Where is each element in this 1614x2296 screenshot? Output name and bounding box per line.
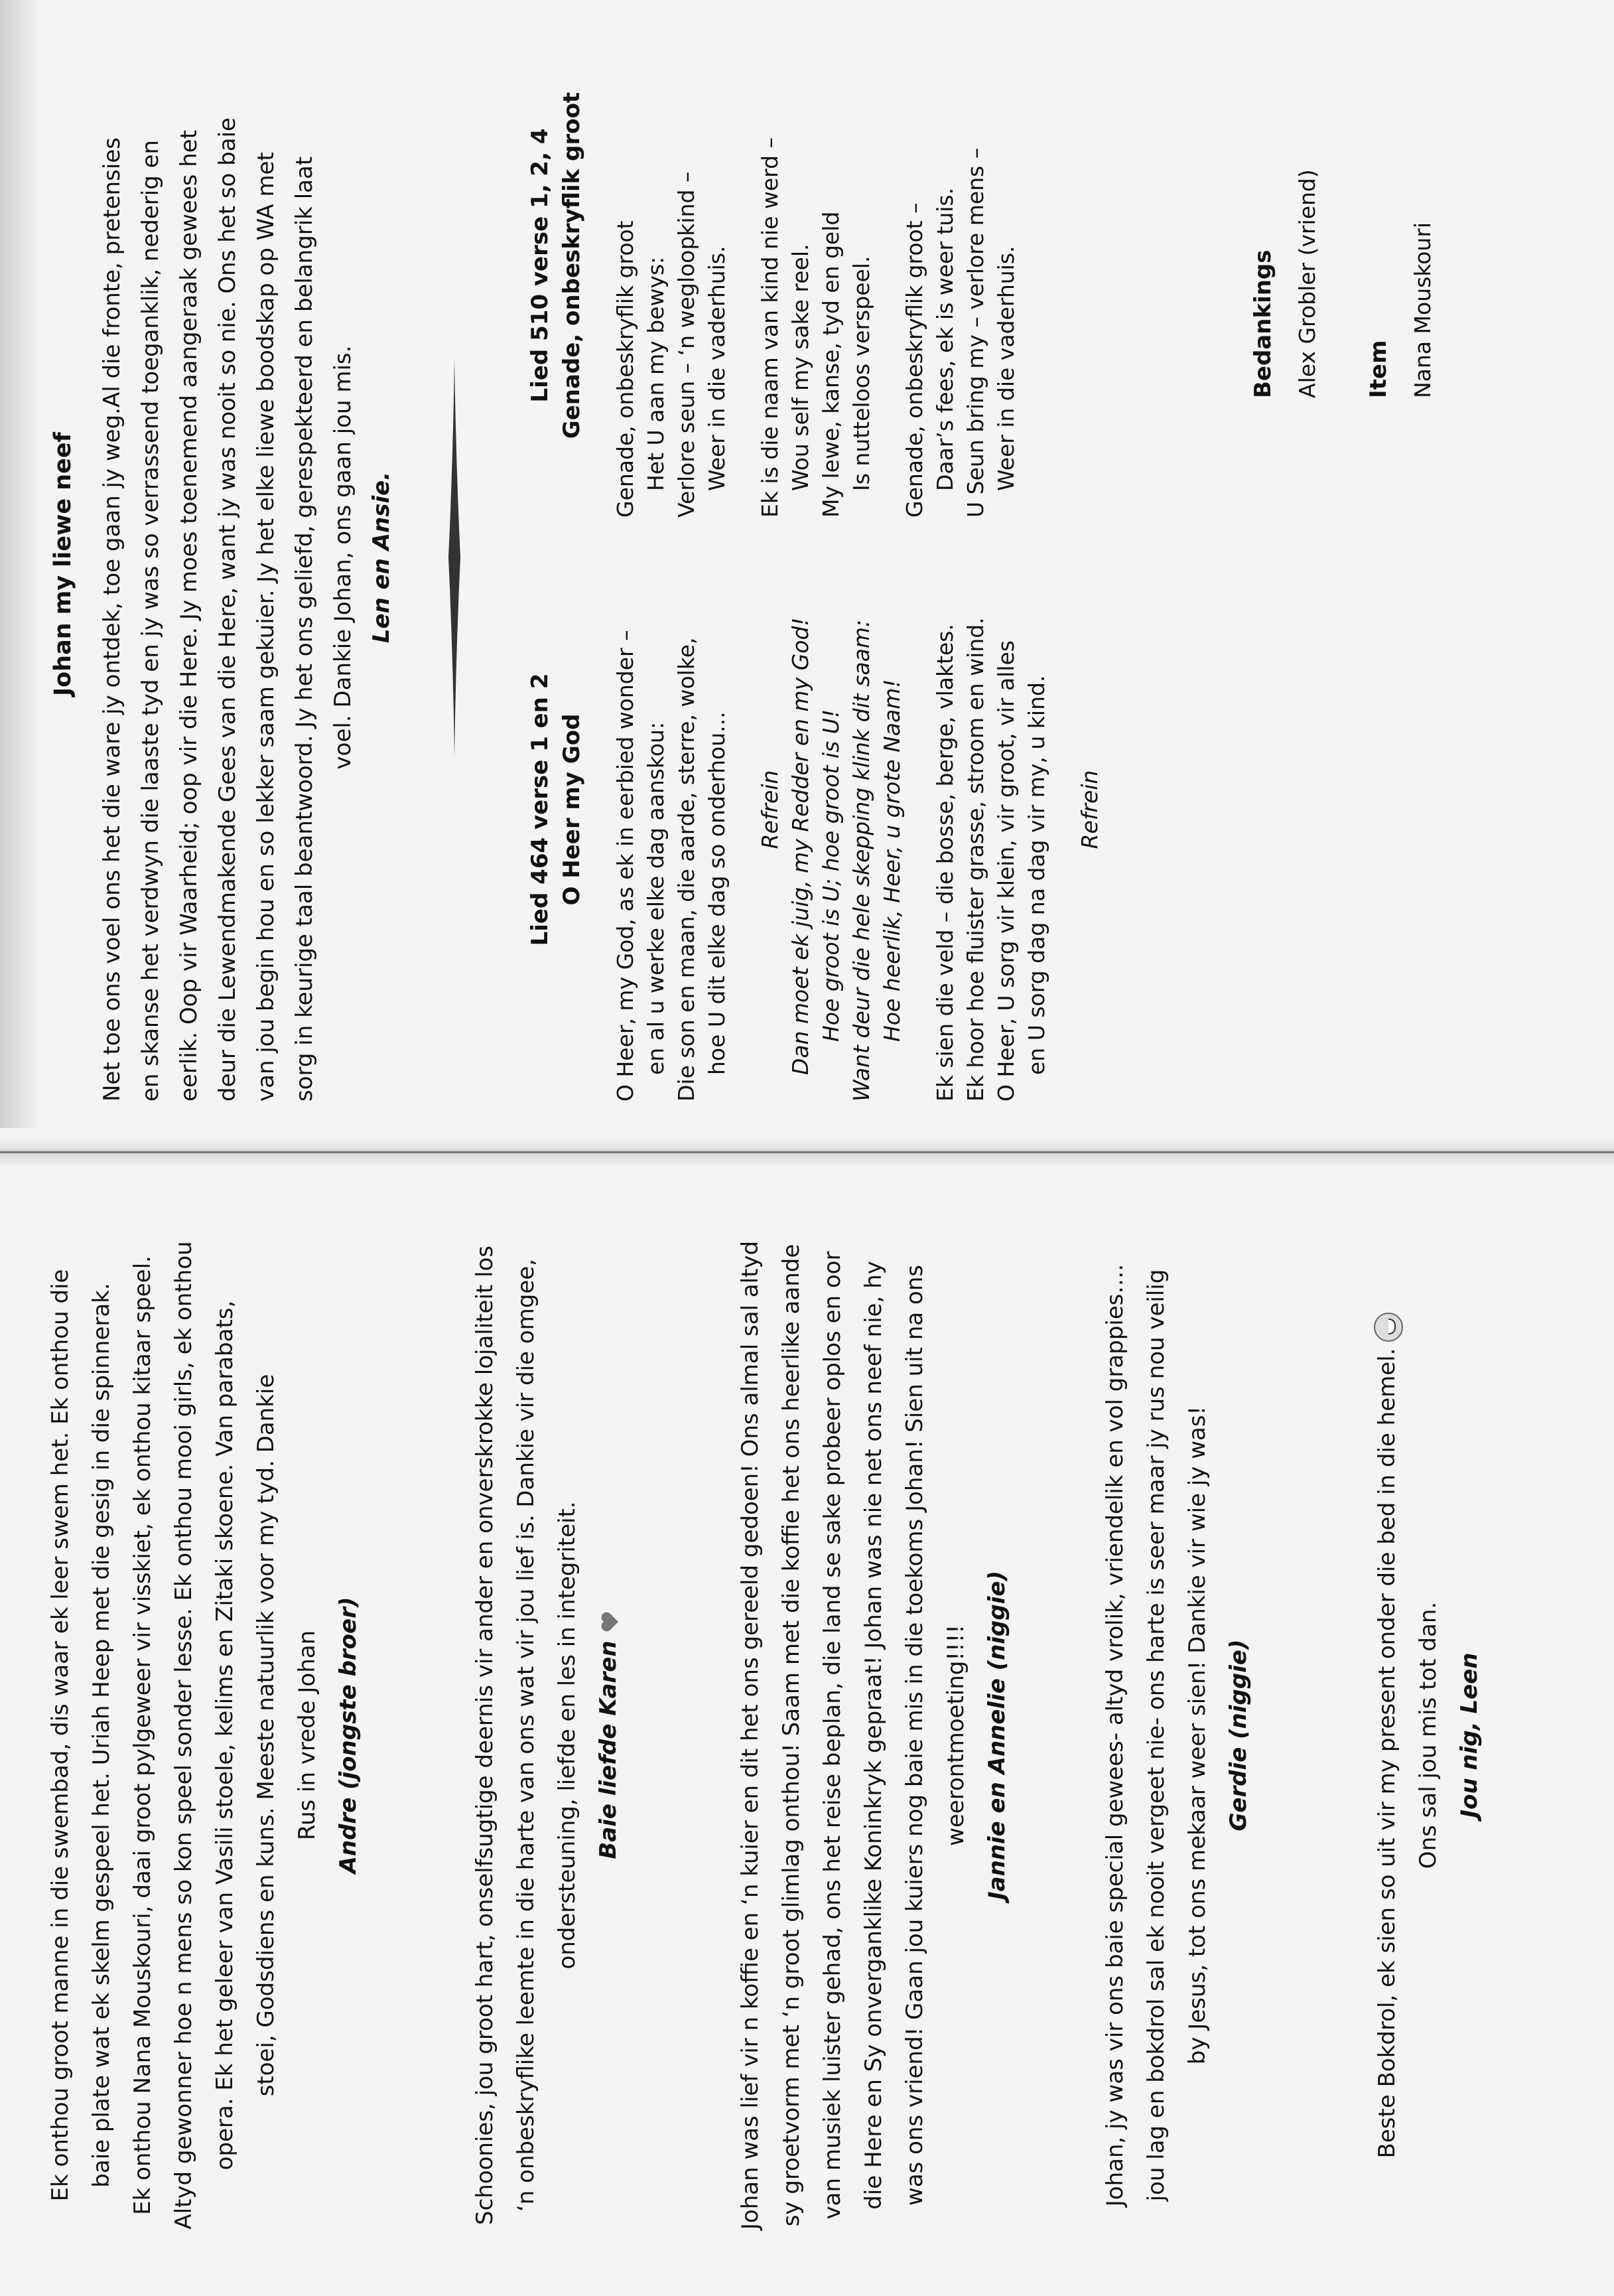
tribute-signature: Baie liefde Karen — [595, 1640, 622, 1859]
tribute-line: van jou begin hou en so lekker saam gekuier. Jy het elke liewe boodskap op WA met — [253, 152, 279, 1102]
hymn-title: Lied 464 verse 1 en 2 — [527, 673, 553, 946]
hymn-464 — [524, 518, 1105, 1102]
len-ansie-tribute — [93, 13, 401, 1102]
leen-tribute — [1367, 1175, 1490, 2296]
right-title: Johan my liewe neef — [50, 432, 76, 696]
tribute-line: ‘n onbeskryflike leemte in die harte van ons wat vir jou lief is. Dankie vir die omgee, — [513, 1259, 539, 2212]
heart-icon — [600, 1611, 620, 1632]
andre-tribute — [40, 1175, 369, 2296]
grin-emoji-icon — [1374, 1313, 1403, 1342]
tribute-line: Ek onthou Nana Mouskouri, daai groot pylgeweer vir visskiet, ek onthou kitaar speel. — [129, 1256, 156, 2215]
jannie-annelie-tribute — [730, 1175, 1018, 2296]
verse-line: Ek sien die veld – die bosse, berge, vlaktes. — [932, 624, 958, 1102]
tribute-line: was ons vriend! Gaan jou kuiers nog baie mis in die toekoms Johan! Sien uit na ons — [902, 1265, 928, 2206]
flourish-divider — [444, 358, 464, 756]
tribute-line: Beste Bokdrol, ek sien so uit vir my present onder die bed in die hemel. — [1374, 1348, 1400, 2159]
scan-shadow — [0, 0, 40, 1128]
refrain-label: Refrein — [757, 770, 783, 849]
tribute-line: Johan, jy was vir ons baie special gewees- altyd vrolik, vriendelik en vol grappies…. — [1102, 1263, 1128, 2207]
hymn-verse-2 — [755, 13, 877, 518]
karen-tribute — [464, 1175, 629, 2296]
hymn-subtitle: O Heer my God — [559, 713, 585, 906]
item-title: Item — [1365, 340, 1392, 398]
hymn-subtitle: Genade, onbeskryflik groot — [559, 92, 585, 439]
tribute-signature: Len en Ansie. — [368, 471, 395, 644]
verse-line: U Seun bring my – verlore mens – — [963, 147, 988, 518]
hymn-title: Lied 510 verse 1, 2, 4 — [527, 128, 553, 403]
tribute-line: deur die Lewendmakende Gees van die Here, want jy was nooit so nie. Ons het so baie — [214, 117, 241, 1102]
tribute-signature: Andre (jongste broer) — [335, 1597, 362, 1874]
hymn-verse-3 — [900, 13, 1022, 518]
thanks-text: Alex Grobler (vriend) — [1294, 169, 1320, 398]
fold-line — [0, 1151, 1614, 1153]
verse-line: en al u werke elke dag aanskou: — [643, 721, 669, 1075]
verse-line: Genade, onbeskryflik groot – — [902, 202, 927, 518]
tribute-signature: Jou nig, Leen — [1456, 1652, 1483, 1818]
tribute-line: ondersteuning, liefde en les in integriteit. — [554, 1501, 580, 1970]
refrain-line: Hoe heerlik, Heer, u grote Naam! — [879, 679, 905, 1042]
refrain-line: Dan moet ek juig, my Redder en my God! — [787, 617, 813, 1075]
verse-line: Ek is die naam van kind nie werd – — [757, 137, 783, 518]
tribute-line: eerlik. Oop vir Waarheid; oop vir die Here. Jy moes toenemend aangeraak gewees het — [176, 129, 202, 1102]
hymn-verse-1 — [610, 518, 732, 1102]
hymn-refrain — [755, 518, 908, 1102]
verse-line: My lewe, kanse, tyd en geld — [818, 211, 844, 518]
gerdie-tribute — [1095, 1175, 1259, 2296]
verse-line: hoe U dit elke dag so onderhou... — [704, 711, 730, 1075]
refrain-line: Want deur die hele skepping klink dit saam: — [848, 619, 874, 1102]
refrain-line: Hoe groot is U; hoe groot is U! — [818, 709, 844, 1042]
tribute-line: Net toe ons voel ons het die ware jy ontdek, toe gaan jy weg.Al die fronte, pretensies — [99, 137, 125, 1102]
verse-line: Genade, onbeskryflik groot — [612, 220, 638, 518]
tribute-line: Schoonies, jou groot hart, onselfsugtige deernis vir ander en onverskrokke lojaliteit los — [472, 1246, 498, 2225]
verse-line: Daar’s fees, ek is weer tuis. — [932, 187, 958, 491]
thanks-section — [1247, 27, 1438, 398]
left-page — [0, 1175, 1614, 2296]
verse-line: Is nutteloos verspeel. — [848, 255, 874, 491]
verse-line: Die son en maan, die aarde, sterre, wolke, — [673, 637, 699, 1102]
tribute-line: Ons sal jou mis tot dan. — [1415, 1601, 1442, 1869]
tribute-line: en skanse het verdwyn die laaste tyd en jy was so verrassend toeganklik, nederig en — [137, 139, 164, 1102]
item-text: Nana Mouskouri — [1410, 222, 1436, 398]
verse-line: Het U aan my bewys: — [643, 256, 669, 491]
hymn-510 — [524, 13, 1022, 518]
tribute-line: die Here en Sy onverganklike Koninkryk gepraat! Johan was nie net ons neef nie, hy — [860, 1261, 887, 2210]
verse-line: Verlore seun – ‘n wegloopkind – — [673, 171, 699, 518]
verse-line: O Heer, my God, as ek in eerbied wonder – — [612, 630, 638, 1102]
verse-line: Wou self my sake reel. — [787, 244, 813, 491]
tribute-line: stoei, Godsdiens en kuns. Meeste natuurlik voor my tyd. Dankie — [253, 1374, 279, 2097]
tribute-line: Altyd gewonner hoe n mens so kon speel sonder lesse. Ek onthou mooi girls, ek onthou — [170, 1241, 197, 2230]
hymn-verse-1 — [610, 13, 732, 518]
tribute-line: sy groetvorm met ‘n groot glimlag onthou! Saam met die koffie het ons heerlike aande — [778, 1244, 805, 2227]
tribute-line: opera. Ek het geleer van Vasili stoele, kelims en Zitaki skoene. Van parabats, — [212, 1300, 238, 2171]
tribute-line: sorg in keurige taal beantwoord. Jy het ons geliefd, gerespekteerd en belangrik laat — [291, 156, 318, 1102]
refrain-label: Refrein — [1077, 770, 1103, 849]
tribute-signature: Jannie en Annelie (niggie) — [984, 1571, 1010, 1900]
verse-line: O Heer, U sorg vir klein, vir groot, vir alles — [993, 640, 1019, 1102]
tribute-line: Johan was lief vir n koffie en ‘n kuier en dit het ons gereeld gedoen! Ons almal sal altyd — [737, 1240, 764, 2230]
verse-line: en U sorg dag na dag vir my, u kind. — [1024, 675, 1049, 1075]
tribute-line: Ek onthou groot manne in die swembad, dis waar ek leer swem het. Ek onthou die — [47, 1269, 74, 2202]
thanks-title: Bedankings — [1250, 250, 1276, 398]
tribute-line: baie plate wat ek skelm gespeel het. Uriah Heep met die gesig in die spinnerak. — [88, 1283, 115, 2188]
tribute-signature: Gerdie (niggie) — [1225, 1639, 1252, 1831]
tribute-line: Rus in vrede Johan — [294, 1630, 320, 1841]
hymn-refrain-end — [1075, 518, 1105, 1102]
tribute-line: jou lag en bokdrol sal ek nooit vergeet nie- ons harte is seer maar jy rus nou veilig — [1143, 1269, 1170, 2202]
tribute-line: by Jesus, tot ons mekaar weer sien! Dankie vir wie jy was! — [1184, 1405, 1211, 2065]
verse-line: Ek hoor hoe fluister grasse, stroom en wind. — [963, 617, 988, 1102]
right-page — [0, 0, 1614, 1128]
verse-line: Weer in die vaderhuis. — [704, 246, 730, 491]
tribute-line: van musiek luister gehad, ons het reise beplan, die land se sake probeer oplos en oor — [819, 1251, 846, 2220]
hymn-verse-2 — [930, 518, 1052, 1102]
tribute-line: voel. Dankie Johan, ons gaan jou mis. — [330, 345, 356, 770]
tribute-line: weerontmoeting!!!! — [943, 1624, 969, 1846]
verse-line: Weer in die vaderhuis. — [993, 246, 1019, 491]
